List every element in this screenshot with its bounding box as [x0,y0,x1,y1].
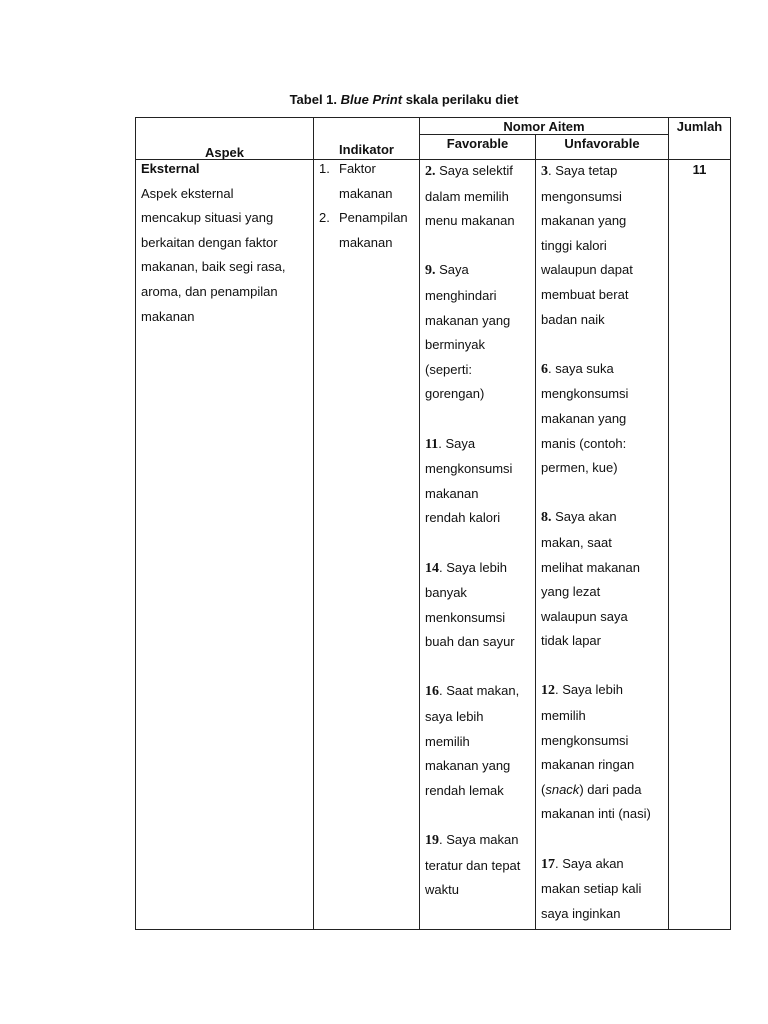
favorable-item: 19. Saya makan teratur dan tepat waktu [425,832,521,898]
caption-italic: Blue Print [340,92,403,107]
favorable-item: 16. Saat makan, saya lebih memilih makanan yang rendah lemak [425,683,520,798]
unfavorable-item: 12. Saya lebih memilih mengkonsumsi makanan ringan (snack) dari pada makanan inti (nasi) [541,682,651,822]
favorable-item: 11. Saya mengkonsumsi makanan rendah kalori [425,435,513,526]
unfavorable-item: 3. Saya tetap mengonsumsi makanan yang tinggi kalori walaupun dapat membuat berat badan naik [541,163,633,327]
unfavorable-item: 6. saya suka mengkonsumsi makanan yang manis (contoh: permen, kue) [541,360,629,476]
aspek-cell [141,157,311,329]
col-border-unfavorable [668,117,669,930]
aspek-desc-line: makanan [141,308,195,324]
col-border-right [730,117,731,930]
caption-prefix: Tabel 1. [289,92,338,107]
caption-suffix: skala perilaku diet [405,92,519,107]
indikator-item: 2. Penampilan makanan [319,210,408,250]
aspek-desc-line: mencakup situasi yang [141,210,274,226]
col-border-favorable [535,134,536,930]
jumlah-value: 11 [692,162,707,177]
aspek-title: Eksternal [141,161,200,176]
header-jumlah: Jumlah [676,119,723,134]
unfavorable-item: 8. Saya akan makan, saat melihat makanan yang lezat walaupun saya tidak lapar [541,509,640,649]
col-border-aspek [313,117,314,930]
favorable-item: 14. Saya lebih banyak menkonsumsi buah dan sayur [425,559,515,650]
favorable-item: 9. Saya menghindari makanan yang berminyak (seperti: gorengan) [425,262,511,402]
col-border-indikator [419,117,420,930]
table-bottom-border [135,929,731,930]
col-border-left [135,117,136,930]
aspek-desc-line: Aspek eksternal [141,185,234,201]
header-indikator: Indikator [339,142,394,157]
aspek-desc-line: makanan, baik segi rasa, [141,259,286,275]
header-aspek: Aspek [204,145,245,160]
header-nomor-aitem: Nomor Aitem [503,119,585,134]
favorable-cell [425,159,535,903]
header-unfavorable: Unfavorable [564,136,640,151]
table-top-border [135,117,731,118]
nomor-aitem-divider [419,134,669,135]
indikator-item: 1. Faktor makanan [319,161,393,201]
header-favorable: Favorable [446,136,509,151]
aspek-desc-line: berkaitan dengan faktor [141,234,278,250]
unfavorable-item: 17. Saya akan makan setiap kali saya inginkan [541,855,642,921]
indikator-cell [319,157,417,255]
unfavorable-cell [541,159,667,926]
aspek-desc-line: aroma, dan penampilan [141,283,278,299]
favorable-item: 2. Saya selektif dalam memilih menu makanan [425,163,515,229]
